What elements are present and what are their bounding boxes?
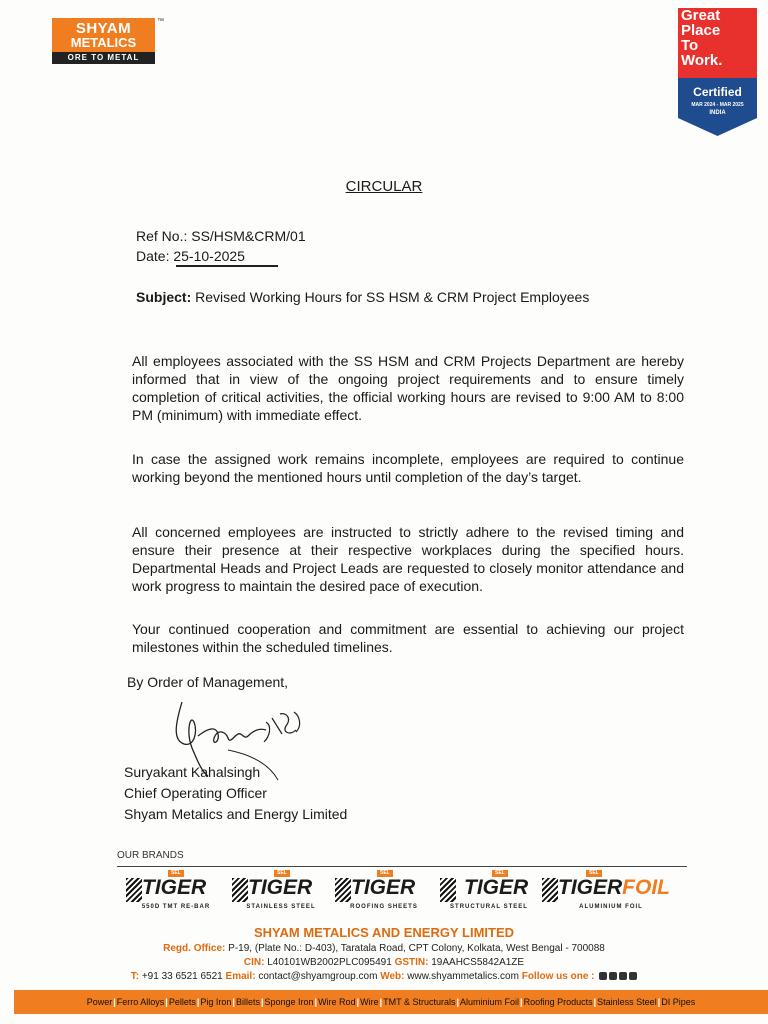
badge-line-3: To xyxy=(681,37,699,54)
x-icon xyxy=(619,972,627,980)
badge-line-2: Place xyxy=(681,22,721,39)
tiger-stripe-icon xyxy=(232,878,248,902)
product-item: Billets xyxy=(235,997,260,1007)
product-item: Pellets xyxy=(168,997,196,1007)
footer-registered-office xyxy=(0,943,768,954)
brand-tiger-foil xyxy=(542,870,680,916)
brand-badge: SEL xyxy=(492,870,508,877)
product-item: Power xyxy=(86,997,113,1007)
paragraph-1: All employees associated with the SS HSM and CRM Projects Department are hereby informed that in view of the ongoing project requirements and to ensure timely completion of critical activities, the official working hours are revised to 9:00 AM to 8:00 PM (minimum) with immediate effect. xyxy=(132,353,684,423)
great-place-to-work-badge xyxy=(678,8,757,136)
logo-line-1: SHYAM xyxy=(75,20,132,37)
paragraph-4: Your continued cooperation and commitment are essential to achieving our project milestones within the scheduled timelines. xyxy=(132,621,684,655)
product-separator: | xyxy=(593,997,597,1007)
product-item: Sponge Iron xyxy=(264,997,314,1007)
signatory-company: Shyam Metalics and Energy Limited xyxy=(124,806,348,822)
logo-tagline: ORE TO METAL xyxy=(52,52,155,64)
email-text: contact@shyamgroup.com xyxy=(255,971,381,982)
tel-text: +91 33 6521 6521 xyxy=(139,971,226,982)
date-label: Date: xyxy=(136,248,174,264)
brand-tiger-tmt xyxy=(126,870,226,916)
product-item: Aluminium Foil xyxy=(460,997,520,1007)
brand-subtitle: ROOFING SHEETS xyxy=(350,904,418,910)
cin-label: CIN: xyxy=(243,957,265,968)
trademark-mark: ™ xyxy=(157,18,164,25)
subject-text: Revised Working Hours for SS HSM & CRM Project Employees xyxy=(191,289,590,305)
product-separator: | xyxy=(520,997,523,1007)
products-bar xyxy=(14,990,768,1014)
tiger-stripe-icon xyxy=(335,878,351,902)
product-item: TMT & Structurals xyxy=(383,997,456,1007)
badge-dates: MAR 2024 - MAR 2025 xyxy=(691,102,744,108)
brand-word xyxy=(558,876,670,900)
paragraph-2: In case the assigned work remains incomplete, employees are required to continue working beyond the mentioned hours until completion of the day’s target. xyxy=(132,451,684,485)
product-separator: | xyxy=(113,997,116,1007)
product-separator: | xyxy=(356,997,360,1007)
tiger-stripe-icon xyxy=(126,878,142,902)
product-separator: | xyxy=(260,997,264,1007)
badge-line-4: Work. xyxy=(681,52,723,69)
product-item: Ferro Alloys xyxy=(116,997,165,1007)
footer-cin-gstin xyxy=(0,957,768,968)
brand-badge: SEL xyxy=(586,870,602,877)
regd-text: P-19, (Plate No.: D-403), Taratala Road, CPT Colony, Kolkata, West Bengal - 700088 xyxy=(225,943,605,954)
subject-label: Subject: xyxy=(136,289,192,305)
brand-badge: SEL xyxy=(274,870,290,877)
brand-badge: SEL xyxy=(377,870,393,877)
product-item: Wire Rod xyxy=(318,997,356,1007)
brands-divider xyxy=(117,866,687,867)
footer-company-name: SHYAM METALICS AND ENERGY LIMITED xyxy=(253,925,515,940)
brand-tiger-stainless xyxy=(232,870,330,916)
brand-word-suffix: FOIL xyxy=(622,876,670,899)
web-text: www.shyammetalics.com xyxy=(404,971,522,982)
product-separator: | xyxy=(232,997,235,1007)
brand-subtitle: STAINLESS STEEL xyxy=(246,904,316,910)
brands-label: OUR BRANDS xyxy=(117,850,184,861)
facebook-icon xyxy=(599,972,607,980)
closing-line: By Order of Management, xyxy=(127,674,289,690)
tel-label: T: xyxy=(130,971,140,982)
brand-subtitle: 550D TMT RE-BAR xyxy=(141,904,211,910)
date-line xyxy=(136,248,245,264)
brand-badge: SEL xyxy=(168,870,184,877)
brand-tiger-structural xyxy=(440,870,538,916)
subject-line xyxy=(136,289,589,305)
brand-word: TIGER xyxy=(351,876,416,899)
brand-subtitle: STRUCTURAL STEEL xyxy=(450,904,528,910)
brand-tiger-roofing xyxy=(335,870,433,916)
brand-word-main: TIGER xyxy=(558,876,623,899)
reference-number: Ref No.: SS/HSM&CRM/01 xyxy=(136,228,306,244)
tiger-stripe-icon xyxy=(440,878,456,902)
paragraph-3: All concerned employees are instructed to strictly adhere to the revised timing and ensure their presence at their respective workplaces during the specified hours. Departmental Heads and Project Leads are requested to closely monitor attendance and work progress to maintain the desired pace of execution. xyxy=(132,524,684,594)
email-label: Email: xyxy=(225,971,256,982)
gstin-label: GSTIN: xyxy=(394,957,429,968)
date-underline xyxy=(176,265,278,267)
page-title: CIRCULAR xyxy=(345,178,423,195)
regd-label: Regd. Office: xyxy=(163,943,226,954)
instagram-icon xyxy=(609,972,617,980)
product-separator: | xyxy=(165,997,168,1007)
logo-line-2: METALICS xyxy=(70,35,137,50)
product-item: DI Pipes xyxy=(661,997,696,1007)
badge-top xyxy=(678,8,757,78)
gstin-text: 19AAHCS5842A1ZE xyxy=(428,957,525,968)
brand-word: TIGER xyxy=(142,876,207,899)
product-item: Wire xyxy=(360,997,379,1007)
linkedin-icon xyxy=(629,972,637,980)
cin-text: L40101WB2002PLC095491 xyxy=(264,957,395,968)
product-separator: | xyxy=(456,997,460,1007)
product-separator: | xyxy=(196,997,200,1007)
badge-line-1: Great xyxy=(681,7,721,24)
product-separator: | xyxy=(657,997,661,1007)
product-item: Pig Iron xyxy=(200,997,232,1007)
signatory-name: Suryakant Kahalsingh xyxy=(124,764,261,780)
product-item: Roofing Products xyxy=(523,997,593,1007)
signatory-title: Chief Operating Officer xyxy=(124,785,267,801)
brand-word: TIGER xyxy=(248,876,313,899)
tiger-stripe-icon xyxy=(542,878,558,902)
footer-contact xyxy=(0,971,768,982)
brand-word: TIGER xyxy=(464,876,529,899)
follow-label: Follow us one : xyxy=(521,971,595,982)
web-label: Web: xyxy=(380,971,405,982)
date-value: 25-10-2025 xyxy=(173,248,245,264)
product-item: Stainless Steel xyxy=(597,997,657,1007)
badge-country: INDIA xyxy=(709,110,726,116)
badge-certified: Certified xyxy=(693,85,742,99)
company-logo xyxy=(52,18,155,64)
brand-subtitle: ALUMINIUM FOIL xyxy=(579,904,643,910)
product-separator: | xyxy=(379,997,383,1007)
product-separator: | xyxy=(314,997,318,1007)
